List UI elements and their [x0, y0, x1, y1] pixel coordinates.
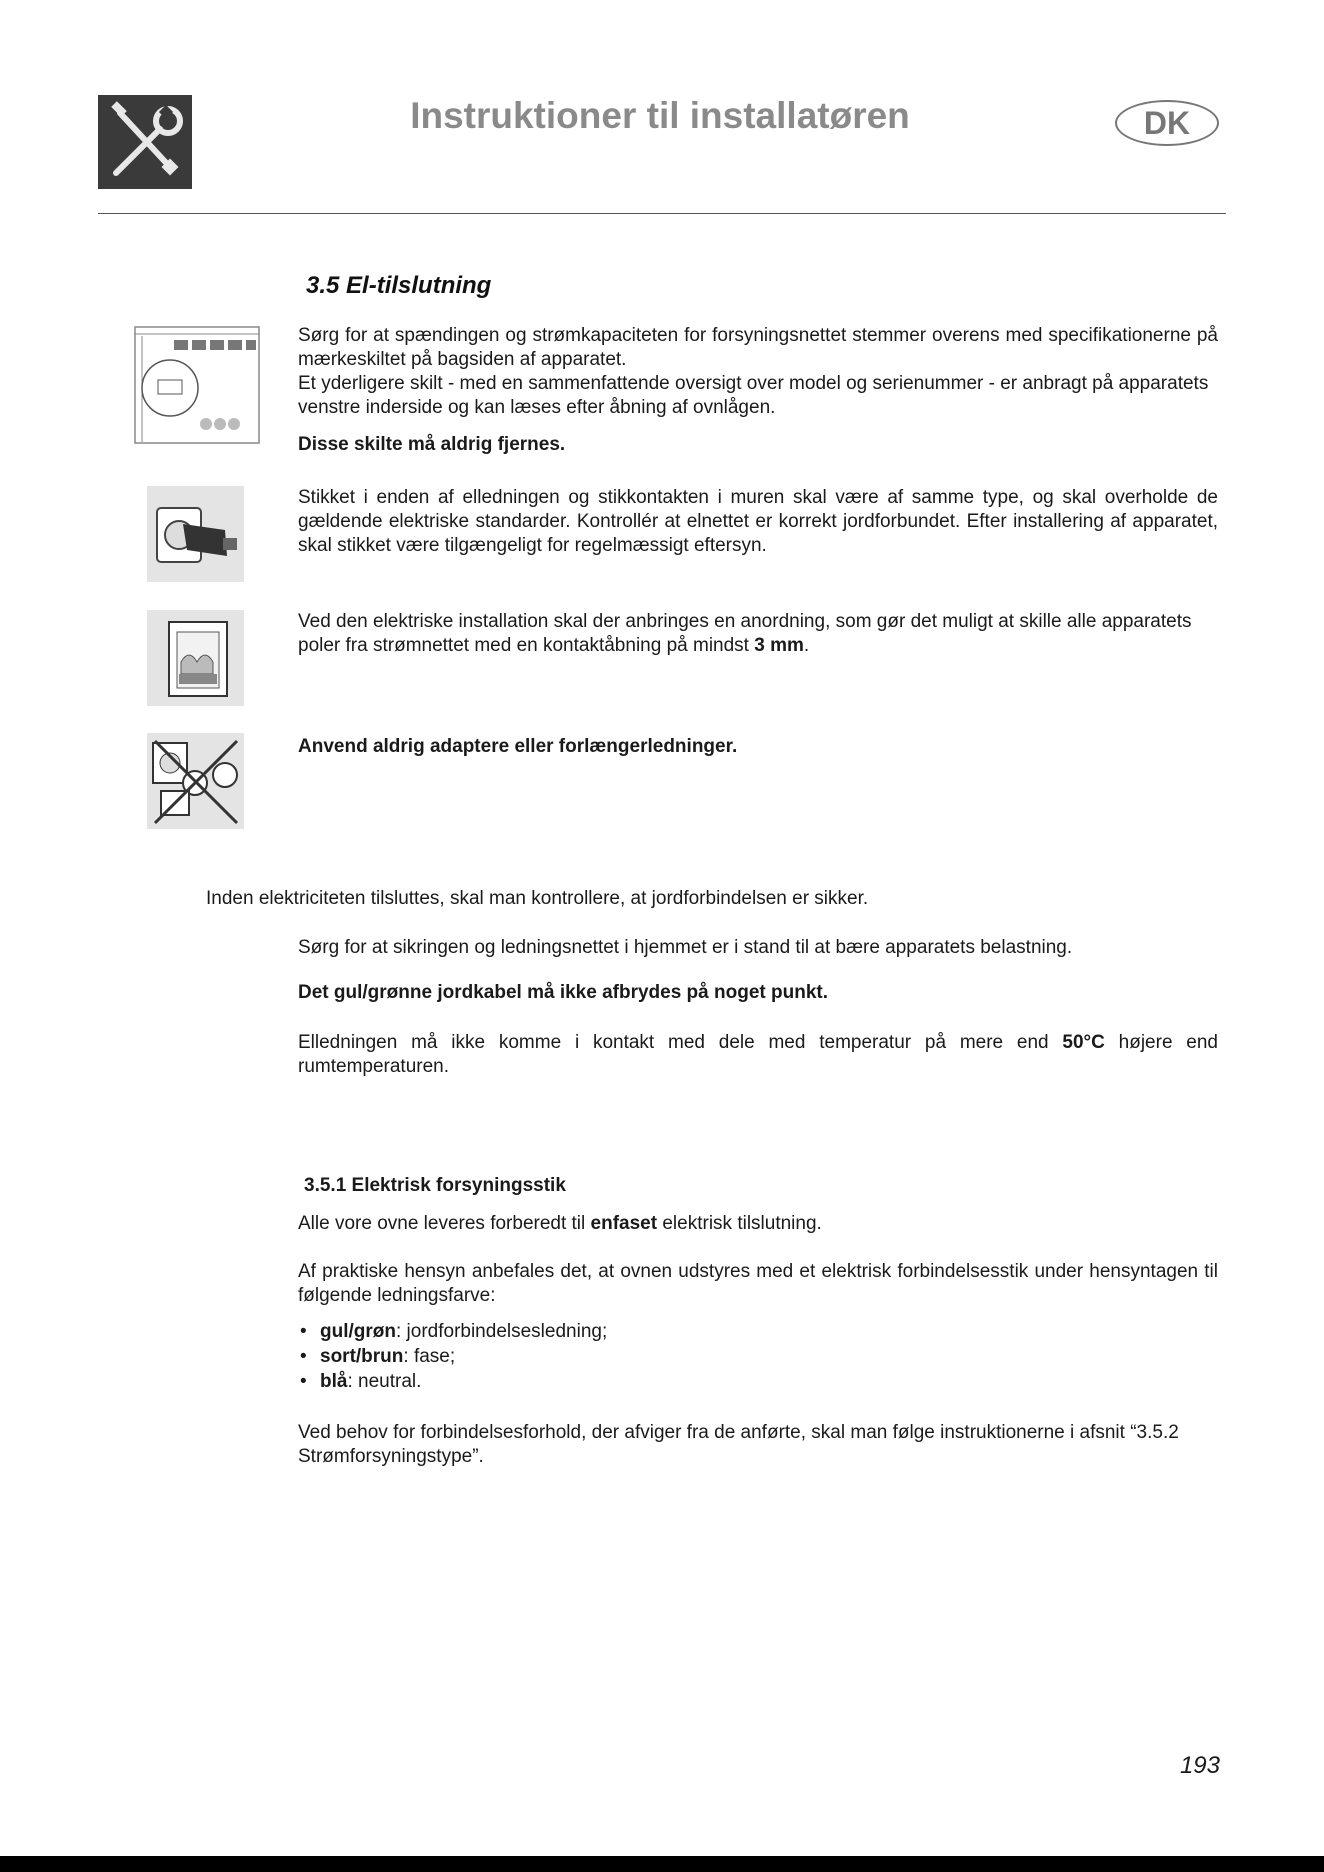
- subsection-title: 3.5.1 Elektrisk forsyningsstik: [304, 1175, 566, 1196]
- language-badge: DK: [1115, 100, 1219, 146]
- wrench-screwdriver-icon: [98, 95, 192, 189]
- paragraph-other-connections: Ved behov for forbindelsesforhold, der afviger fra de anførte, skal man følge instruktionerne i afsnit “3.5.2 Strømforsyningstype”.: [298, 1422, 1179, 1467]
- cable-temperature-end: højere end rumtemperaturen.: [298, 1032, 1218, 1077]
- warning-do-not-remove: Disse skilte må aldrig fjernes.: [298, 434, 566, 455]
- paragraph-wire-colours: Af praktiske hensyn anbefales det, at ovnen udstyres med et elektrisk forbindelsesstik under hensyntagen til følgende ledningsfarve:: [298, 1261, 1218, 1306]
- single-phase-term: enfaset: [590, 1213, 658, 1234]
- pole-isolation-end: .: [803, 635, 810, 656]
- no-adapter-figure: [147, 733, 244, 829]
- paragraph-earth-check: Inden elektriciteten tilsluttes, skal man kontrollere, at jordforbindelsen er sikker.: [206, 888, 869, 909]
- paragraph-voltage: Sørg for at spændingen og strømkapaciteten for forsyningsnettet stemmer overens med specifikationerne på mærkeskiltet på bagsiden af apparatet.: [298, 325, 1218, 370]
- list-item: [298, 1319, 1198, 1344]
- paragraph-pole-isolation: [298, 610, 1218, 658]
- wire-colour: gul/grøn: [320, 1321, 396, 1342]
- section-title: 3.5 El-tilslutning: [306, 272, 492, 299]
- switch-figure: [147, 610, 244, 706]
- paragraph-cable-temperature: [298, 1031, 1218, 1079]
- page-number: 193: [1179, 1752, 1220, 1779]
- wire-colour: blå: [320, 1371, 348, 1392]
- warning-earth-cable: Det gul/grønne jordkabel må ikke afbrydes på noget punkt.: [298, 982, 828, 1003]
- warning-no-adapters: Anvend aldrig adaptere eller forlængerledninger.: [298, 736, 738, 757]
- wire-colour-list: [298, 1319, 1198, 1394]
- wire-colour: sort/brun: [320, 1346, 404, 1367]
- wire-function: : fase;: [403, 1346, 456, 1367]
- page-header-title: Instruktioner til installatøren: [410, 95, 910, 136]
- paragraph-plug: Stikket i enden af elledningen og stikkontakten i muren skal være af samme type, og skal overholde de gældende elektriske standarder. Kontrollér at elnettet er korrekt jordforbundet. Efter installering af apparatet, skal stikket være tilgængeligt for regelmæssigt eftersyn.: [298, 487, 1218, 556]
- list-item: [298, 1344, 1198, 1369]
- single-phase-end: elektrisk tilslutning.: [657, 1213, 822, 1234]
- paragraph-fuse: Sørg for at sikringen og ledningsnettet i hjemmet er i stand til at bære apparatets belastning.: [298, 937, 1073, 958]
- paragraph-extra-plate: Et yderligere skilt - med en sammenfattende oversigt over model og serienummer - er anbragt på apparatets venstre inderside og kan læses efter åbning af ovnlågen.: [298, 373, 1209, 418]
- cable-temperature-text: Elledningen må ikke komme i kontakt med dele med temperatur på mere end: [298, 1032, 1063, 1053]
- wire-function: : neutral.: [347, 1371, 422, 1392]
- pole-isolation-gap: 3 mm: [754, 635, 804, 656]
- wire-function: : jordforbindelsesledning;: [395, 1321, 608, 1342]
- pole-isolation-text: Ved den elektriske installation skal der anbringes en anordning, som gør det muligt at skille alle apparatets poler fra strømnettet med en kontaktåbning på mindst: [298, 611, 1192, 656]
- header-divider: [98, 213, 1226, 214]
- rating-plate-figure: [134, 326, 260, 444]
- cable-temperature-value: 50°C: [1062, 1032, 1105, 1053]
- bottom-border: [0, 1856, 1324, 1872]
- list-item: [298, 1369, 1198, 1394]
- single-phase-text: Alle vore ovne leveres forberedt til: [298, 1213, 591, 1234]
- plug-socket-figure: [147, 486, 244, 582]
- paragraph-single-phase: [298, 1212, 1218, 1236]
